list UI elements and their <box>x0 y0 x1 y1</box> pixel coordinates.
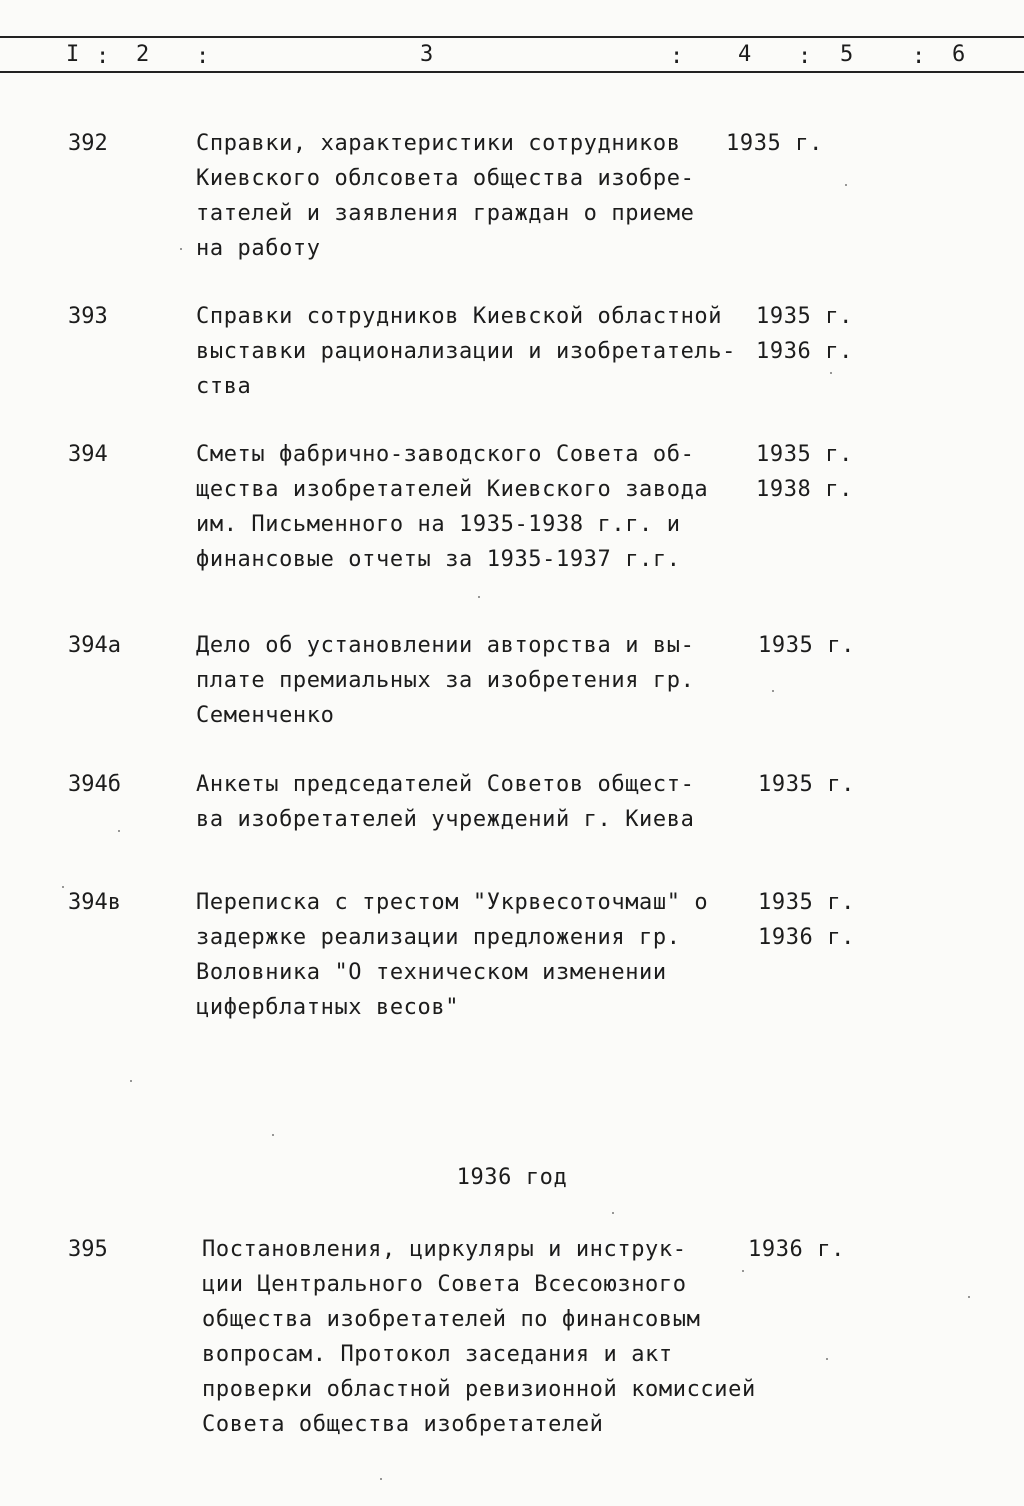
description-line: Дело об установлении авторства и вы- <box>196 633 695 658</box>
description-line: ции Центрального Совета Всесоюзного <box>202 1272 687 1297</box>
description-line: проверки областной ревизионной комиссией <box>202 1377 756 1402</box>
date-line: 1935 г. <box>758 633 855 658</box>
scan-speck <box>272 1134 274 1136</box>
entry-description <box>202 1232 762 1442</box>
entry-dates <box>756 437 853 507</box>
column-number-2: 2 <box>136 42 150 67</box>
scan-speck <box>612 1212 614 1214</box>
description-line: Постановления, циркуляры и инструк- <box>202 1237 687 1262</box>
column-number-6: 6 <box>952 42 966 67</box>
description-line: вопросам. Протокол заседания и акт <box>202 1342 673 1367</box>
scan-speck <box>180 248 182 250</box>
year-section-heading: 1936 год <box>456 1165 568 1190</box>
description-line: циферблатных весов" <box>196 995 460 1020</box>
scan-speck <box>742 1270 744 1272</box>
description-line: ства <box>196 374 252 399</box>
scan-speck <box>830 372 832 374</box>
description-line: им. Письменного на 1935-1938 г.г. и <box>196 512 681 537</box>
date-line: 1935 г. <box>758 890 855 915</box>
description-line: ва изобретателей учреждений г. Киева <box>196 807 695 832</box>
column-header <box>0 0 1024 80</box>
entry-description <box>196 767 756 837</box>
entry-number: 394в <box>68 890 121 915</box>
entry-dates <box>748 1232 845 1267</box>
description-line: Справки, характеристики сотрудников <box>196 131 681 156</box>
description-line: общества изобретателей по финансовым <box>202 1307 701 1332</box>
entry-number: 394б <box>68 772 121 797</box>
entry-number: 394а <box>68 633 121 658</box>
entry-number: 392 <box>68 131 108 156</box>
column-separator: : <box>798 44 812 69</box>
date-line: 1935 г. <box>756 304 853 329</box>
column-separator: : <box>196 44 210 69</box>
column-separator: : <box>670 44 684 69</box>
description-line: Переписка с трестом "Укрвесоточмаш" о <box>196 890 709 915</box>
entry-dates <box>758 885 855 955</box>
entry-number: 393 <box>68 304 108 329</box>
date-line: 1935 г. <box>758 772 855 797</box>
scan-speck <box>62 886 64 888</box>
description-line: Воловника "О техническом изменении <box>196 960 667 985</box>
entry-number: 394 <box>68 442 108 467</box>
date-line: 1936 г. <box>756 339 853 364</box>
scan-speck <box>130 1080 132 1082</box>
entry-description <box>196 299 756 404</box>
scan-speck <box>380 1478 382 1480</box>
description-line: Семенченко <box>196 703 335 728</box>
date-line: 1936 г. <box>748 1237 845 1262</box>
header-top-rule <box>0 36 1024 38</box>
description-line: Совета общества изобретателей <box>202 1412 604 1437</box>
description-line: Анкеты председателей Советов общест- <box>196 772 695 797</box>
column-separator: : <box>96 44 110 69</box>
column-number-3: 3 <box>420 42 434 67</box>
entry-description <box>196 126 756 266</box>
date-line: 1938 г. <box>756 477 853 502</box>
scan-speck <box>772 690 774 692</box>
column-number-1: I <box>66 42 80 67</box>
scan-speck <box>968 1296 970 1298</box>
entry-number: 395 <box>68 1237 108 1262</box>
entry-dates <box>726 126 823 161</box>
description-line: Киевского облсовета общества изобре- <box>196 166 695 191</box>
description-line: задержке реализации предложения гр. <box>196 925 681 950</box>
entry-dates <box>758 628 855 663</box>
description-line: плате премиальных за изобретения гр. <box>196 668 695 693</box>
column-separator: : <box>912 44 926 69</box>
header-bottom-rule <box>0 71 1024 73</box>
date-line: 1936 г. <box>758 925 855 950</box>
description-line: тателей и заявления граждан о приеме <box>196 201 695 226</box>
scan-speck <box>118 830 120 832</box>
date-line: 1935 г. <box>726 131 823 156</box>
scan-speck <box>826 1358 828 1360</box>
column-number-4: 4 <box>738 42 752 67</box>
description-line: Сметы фабрично-заводского Совета об- <box>196 442 695 467</box>
description-line: финансовые отчеты за 1935-1937 г.г. <box>196 547 681 572</box>
entry-description <box>196 885 756 1025</box>
column-number-5: 5 <box>840 42 854 67</box>
scan-speck <box>845 184 847 186</box>
description-line: Справки сотрудников Киевской областной <box>196 304 723 329</box>
entry-description <box>196 437 756 577</box>
description-line: щества изобретателей Киевского завода <box>196 477 709 502</box>
description-line: на работу <box>196 236 321 261</box>
description-line: выставки рационализации и изобретатель- <box>196 339 736 364</box>
date-line: 1935 г. <box>756 442 853 467</box>
entry-dates <box>756 299 853 369</box>
entry-description <box>196 628 756 733</box>
entry-dates <box>758 767 855 802</box>
scan-speck <box>478 596 480 598</box>
